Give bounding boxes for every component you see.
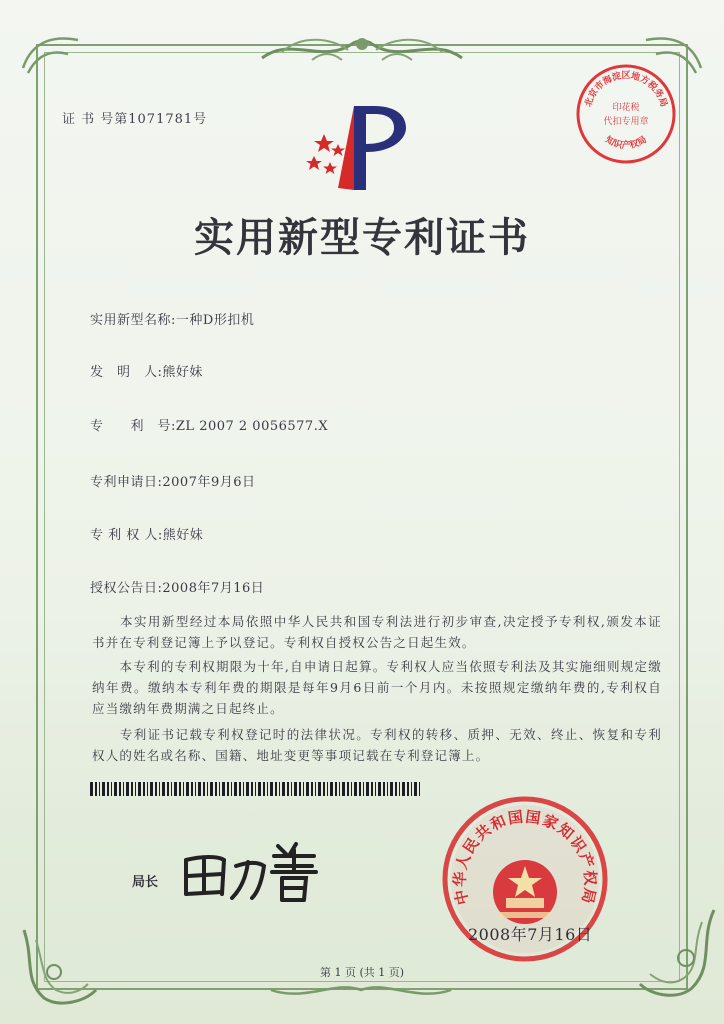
page-title: 实用新型专利证书 [194,214,530,261]
field-patent-number [90,415,328,434]
director-label: 局长 [132,875,159,890]
tax-stamp-seal [574,62,678,166]
field-label: 实用新型名称: [90,313,176,328]
field-patentee [90,524,203,543]
field-utility-model-name [90,309,254,328]
field-inventor [90,361,203,380]
top-ornament [252,30,472,70]
field-application-date [90,471,256,490]
field-value: 熊好妹 [162,528,204,543]
svg-text:知识产权局: 知识产权局 [603,135,649,152]
barcode [90,782,420,796]
field-value: 2007年9月6日 [162,475,256,490]
director-signature [178,836,328,906]
corner-ornament-top-left [18,28,88,78]
field-grant-date [90,577,264,596]
field-value: 熊好妹 [162,365,203,380]
seal-date: 2008年7月16日 [468,925,593,944]
field-label: 授权公告日: [90,581,163,596]
field-value: ZL 2007 2 0056577.X [175,419,329,434]
svg-text:印花税: 印花税 [612,103,640,113]
svg-text:中华人民共和国国家知识产权局: 中华人民共和国国家知识产权局 [450,807,600,907]
field-label: 专利申请日: [90,475,163,490]
field-value: 2008年7月16日 [162,581,265,596]
field-label: 专 利 号: [90,419,176,434]
corner-ornament-bottom-right [630,900,724,1010]
page-number: 第 1 页 (共 1 页) [319,966,405,979]
svg-text:代扣专用章: 代扣专用章 [603,117,649,127]
bottom-ornament [266,980,456,1002]
body-paragraph-grant: 本实用新型经过本局依照中华人民共和国专利法进行初步审查,决定授予专利权,颁发本证书并在专利登记簿上予以登记。专利权自授权公告之日起生效。 [92,614,662,650]
field-label: 发 明 人: [90,365,163,380]
certificate-number: 证 书 号第1071781号 [62,112,208,127]
svg-text:北京市海淀区地方税务局: 北京市海淀区地方税务局 [583,71,669,109]
patent-office-logo [302,100,422,192]
field-label: 专 利 权 人: [90,528,163,543]
field-value: 一种D形扣机 [175,313,255,328]
body-paragraph-term: 本专利的专利权期限为十年,自申请日起算。专利权人应当依照专利法及其实施细则规定缴纳年费。缴纳本专利年费的期限是每年9月6日前一个月内。未按照规定缴纳年费的,专利权自应当缴纳年费期满之日起终止。 [92,659,662,716]
body-paragraph-legal-status: 专利证书记载专利权登记时的法律状况。专利权的转移、质押、无效、终止、恢复和专利权人的姓名或名称、国籍、地址变更等事项记载在专利登记簿上。 [92,727,662,763]
